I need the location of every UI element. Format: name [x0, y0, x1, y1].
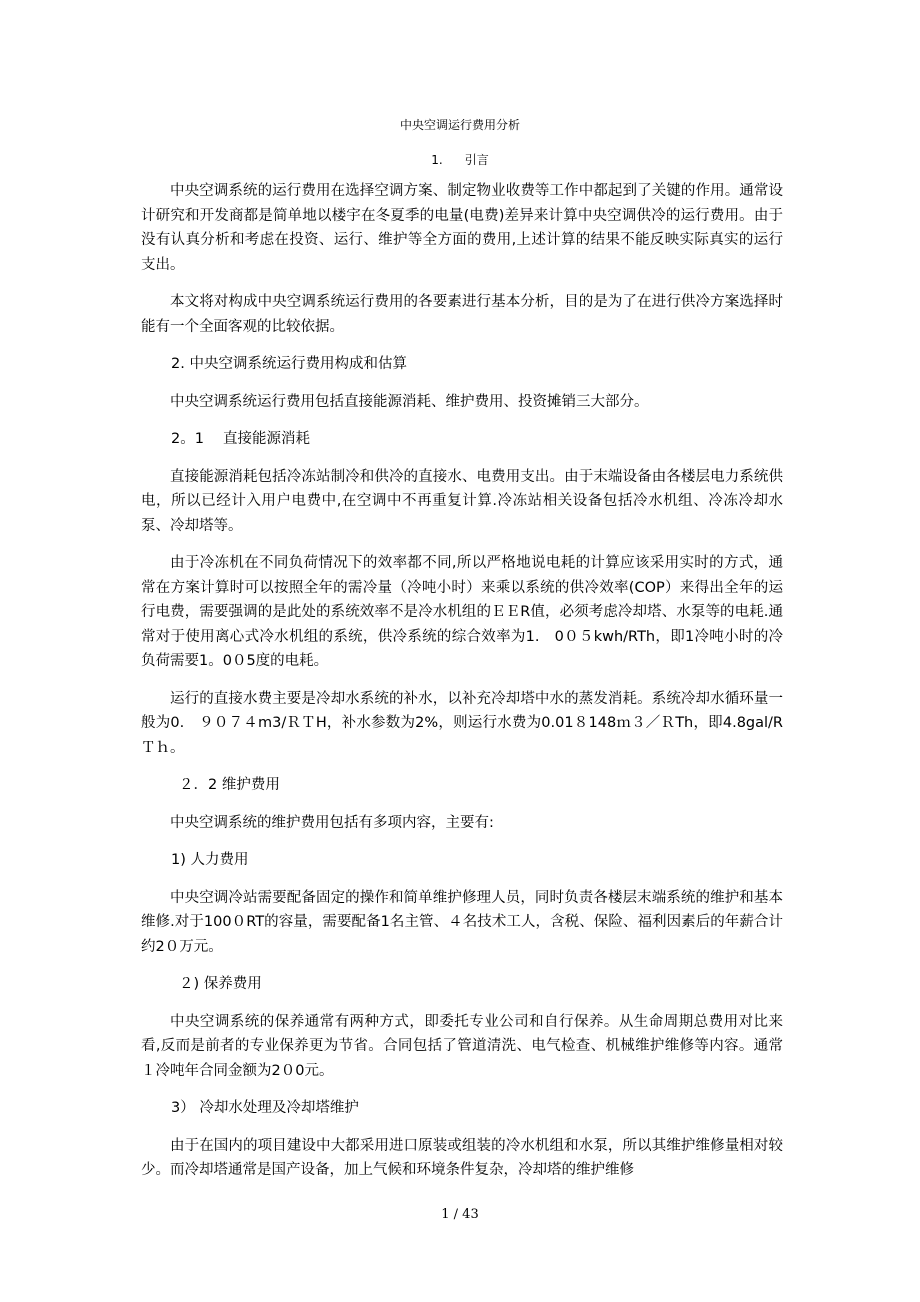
intro-paragraph-1: 中央空调系统的运行费用在选择空调方案、制定物业收费等工作中都起到了关键的作用。通常设计研究和开发商都是简单地以楼宇在冬夏季的电量(电费)差异来计算中央空调供冷的运行费用。由于没有认真分析和考虑在投资、运行、维护等全方面的费用,上述计算的结果不能反映实际真实的运行支出。 [141, 183, 783, 273]
section-1-heading [0, 152, 920, 168]
upkeep-paragraph: 中央空调系统的保养通常有两种方式，即委托专业公司和自行保养。从生命周期总费用对比来看,反而是前者的专业保养更为节省。合同包括了管道清洗、电气检查、机械维护维修等内容。通常１冷吨年合同金额为2０0元。 [141, 1013, 783, 1079]
section-2-1-heading: 2。1 直接能源消耗 [171, 431, 311, 447]
section-2-heading: 2. 中央空调系统运行费用构成和估算 [171, 356, 407, 372]
energy-paragraph-1: 直接能源消耗包括冷冻站制冷和供冷的直接水、电费用支出。由于末端设备由各楼层电力系统供电，所以已经计入用户电费中,在空调中不再重复计算.冷冻站相关设备包括冷水机组、冷冻冷却水泵、冷却塔等。 [141, 468, 783, 534]
document-body [141, 179, 783, 1196]
item-1-heading: 1) 人力费用 [171, 852, 249, 868]
item-3-heading: 3） 冷却水处理及冷却塔维护 [171, 1100, 359, 1116]
section-1-label: 引言 [464, 153, 489, 167]
intro-paragraph-2: 本文将对构成中央空调系统运行费用的各要素进行基本分析，目的是为了在进行供冷方案选择时能有一个全面客观的比较依据。 [141, 294, 783, 335]
maintenance-paragraph: 中央空调系统的维护费用包括有多项内容，主要有: [170, 814, 494, 831]
document-title: 中央空调运行费用分析 [399, 118, 520, 132]
page-number: 1 / 43 [441, 1207, 479, 1222]
energy-paragraph-3: 运行的直接水费主要是冷却水系统的补水，以补充冷却塔中水的蒸发消耗。系统冷却水循环量一般为0. ９０７４m3/ＲＴH，补水参数为2%，则运行水费为0.01８148ｍ３／ＲTh，即4.8gal/RＴｈ。 [141, 690, 783, 756]
section-1-number: 1. [431, 153, 443, 167]
labor-paragraph: 中央空调冷站需要配备固定的操作和简单维护修理人员，同时负责各楼层末端系统的维护和基本维修.对于100０RT的容量，需要配备1名主管、４名技术工人，含税、保险、福利因素后的年薪合计约2０万元。 [141, 889, 783, 955]
section-2-paragraph: 中央空调系统运行费用包括直接能源消耗、维护费用、投资摊销三大部分。 [170, 393, 649, 410]
energy-paragraph-2: 由于冷冻机在不同负荷情况下的效率都不同,所以严格地说电耗的计算应该采用实时的方式，通常在方案计算时可以按照全年的需冷量（冷吨小时）来乘以系统的供冷效率(COP）来得出全年的运行电费，需要强调的是此处的系统效率不是冷水机组的ＥＥR值，必须考虑冷却塔、水泵等的电耗.通常对于使用离心式冷水机组的系统，供冷系统的综合效率为1. 0０５kwh/RTh，即1冷吨小时的冷负荷需要1。0０5度的电耗。 [141, 555, 783, 669]
section-2-2-heading: ２．2 维护费用 [179, 777, 280, 793]
item-2-heading: ２) 保养费用 [179, 976, 262, 992]
cooling-tower-paragraph: 由于在国内的项目建设中大都采用进口原装或组装的冷水机组和水泵，所以其维护维修量相对较少。而冷却塔通常是国产设备，加上气候和环境条件复杂，冷却塔的维护维修 [141, 1137, 783, 1178]
